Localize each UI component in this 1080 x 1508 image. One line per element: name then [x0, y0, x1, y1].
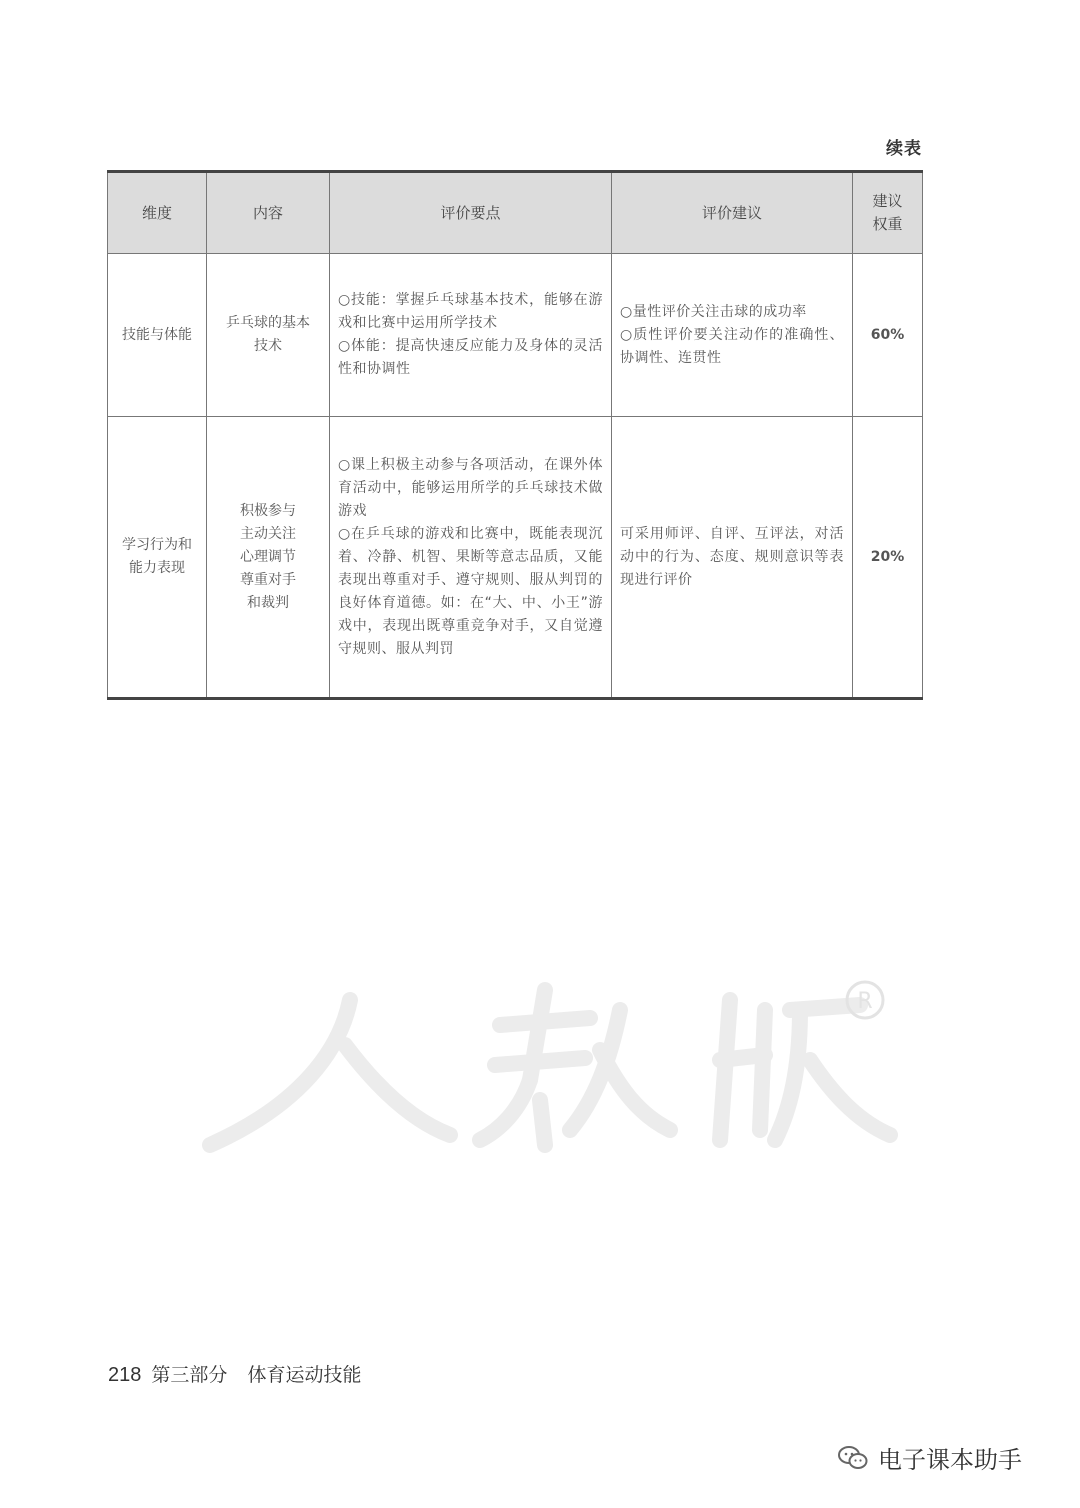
evaluation-table: [107, 170, 923, 700]
row-dimension: 技能与体能: [108, 254, 207, 417]
point-item: ○体能：提高快速反应能力及身体的灵活性和协调性: [338, 338, 603, 377]
table-row: [108, 417, 923, 699]
page-number: 218: [108, 1364, 142, 1386]
row-evaluation-suggestions: [612, 254, 853, 417]
continued-table-label: 续表: [886, 139, 922, 159]
account-name: 电子课本助手: [878, 1446, 1022, 1474]
section-label: 体育运动技能: [247, 1364, 362, 1386]
row-content: 乒乓球的基本技术: [207, 254, 330, 417]
point-item: ○在乒乓球的游戏和比赛中，既能表现沉着、冷静、机智、果断等意志品质，又能表现出尊重对手、遵守规则、服从判罚的良好体育道德。如：在“大、中、小王”游戏中，表现出既尊重竞争对手，又自觉遵守规则、服从判罚: [338, 525, 603, 657]
row-weight: 20%: [853, 417, 923, 699]
row-dimension: 学习行为和能力表现: [108, 417, 207, 699]
header-weight-line-1: 建议: [872, 192, 903, 210]
row-evaluation-points: [330, 254, 612, 417]
header-weight-line-2: 权重: [872, 215, 903, 233]
page-footer: [108, 1360, 362, 1387]
row-evaluation-points: [330, 417, 612, 699]
suggestion-item: 可采用师评、自评、互评法，对活动中的行为、态度、规则意识等表现进行评价: [620, 525, 844, 588]
content-line: 积极参与: [240, 502, 296, 519]
row-evaluation-suggestions: [612, 417, 853, 699]
table-row: [108, 254, 923, 417]
point-item: ○课上积极主动参与各项活动，在课外体育活动中，能够运用所学的乒乓球技术做游戏: [338, 456, 603, 519]
wechat-icon: [838, 1445, 868, 1471]
header-evaluation-points: 评价要点: [330, 172, 612, 254]
row-weight: 60%: [853, 254, 923, 417]
table-header-row: [108, 172, 923, 254]
publisher-watermark: [200, 970, 900, 1170]
header-suggested-weight: [853, 172, 923, 254]
suggestion-item: ○质性评价要关注动作的准确性、协调性、连贯性: [620, 326, 844, 366]
content-line: 和裁判: [247, 594, 289, 611]
account-watermark: [838, 1440, 1022, 1475]
content-line: 尊重对手: [240, 571, 296, 588]
header-dimension: 维度: [108, 172, 207, 254]
part-label: 第三部分: [151, 1364, 228, 1386]
header-content: 内容: [207, 172, 330, 254]
suggestion-item: ○量性评价关注击球的成功率: [620, 303, 807, 320]
content-line: 心理调节: [240, 548, 296, 565]
row-content: [207, 417, 330, 699]
svg-text:R: R: [857, 989, 873, 1014]
content-line: 主动关注: [240, 525, 296, 542]
header-evaluation-suggestions: 评价建议: [612, 172, 853, 254]
point-item: ○技能：掌握乒乓球基本技术，能够在游戏和比赛中运用所学技术: [338, 292, 603, 331]
